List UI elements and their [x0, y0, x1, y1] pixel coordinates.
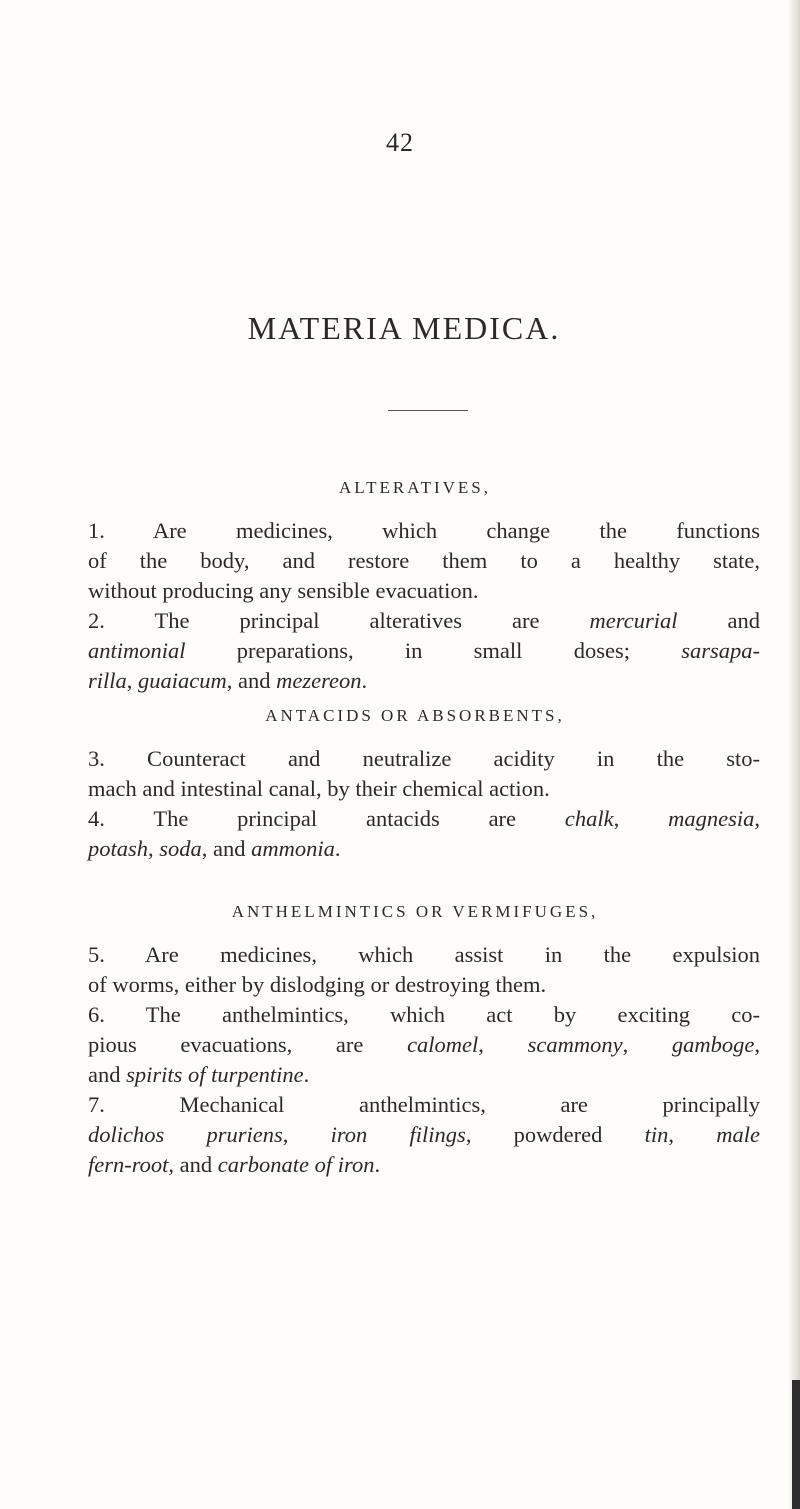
text-line: 2. The principal alteratives are mercurial and [88, 608, 760, 633]
text-line: without producing any sensible evacuation. [88, 578, 479, 603]
text-line: 1. Are medicines, which change the functions [88, 518, 760, 543]
text-line: 7. Mechanical anthelmintics, are principally [88, 1092, 760, 1117]
section-heading: ANTACIDS OR ABSORBENTS, [265, 706, 565, 725]
page-title: MATERIA MEDICA. [247, 310, 561, 346]
text-line: antimonial preparations, in small doses; sarsapa- [88, 638, 760, 663]
text-line: 3. Counteract and neutralize acidity in the sto- [88, 746, 760, 771]
paragraph-7 [60, 1090, 760, 1180]
page-edge-dark [792, 1380, 800, 1509]
text-line: and spirits of turpentine. [88, 1062, 310, 1087]
page-edge-shadow [788, 0, 800, 1509]
section-heading: ALTERATIVES, [338, 478, 491, 497]
title-divider [388, 410, 468, 411]
page-number: 42 [386, 128, 414, 157]
section-anthelmintics [60, 902, 760, 1180]
text-line: of the body, and restore them to a healthy state, [88, 548, 760, 573]
text-line: 5. Are medicines, which assist in the expulsion [88, 942, 760, 967]
text-line: rilla, guaiacum, and mezereon. [88, 668, 368, 693]
paragraph-5 [60, 940, 760, 1000]
section-alteratives [60, 478, 760, 696]
text-line: dolichos pruriens, iron filings, powdered tin, male [88, 1122, 761, 1147]
text-line: of worms, either by dislodging or destroying them. [88, 972, 547, 997]
paragraph-1 [60, 516, 760, 606]
paragraph-3 [60, 744, 760, 804]
text-line: fern-root, and carbonate of iron. [88, 1152, 381, 1177]
text-line: pious evacuations, are calomel, scammony, gamboge, [88, 1032, 760, 1057]
paragraph-4 [60, 804, 760, 864]
text-line: 6. The anthelmintics, which act by exciting co- [88, 1002, 760, 1027]
section-heading: ANTHELMINTICS OR VERMIFUGES, [231, 902, 599, 921]
text-line: potash, soda, and ammonia. [88, 836, 341, 861]
paragraph-2 [60, 606, 760, 696]
paragraph-6 [60, 1000, 760, 1090]
text-line: 4. The principal antacids are chalk, magnesia, [88, 806, 760, 831]
text-line: mach and intestinal canal, by their chemical action. [88, 776, 550, 801]
section-antacids [60, 706, 760, 864]
